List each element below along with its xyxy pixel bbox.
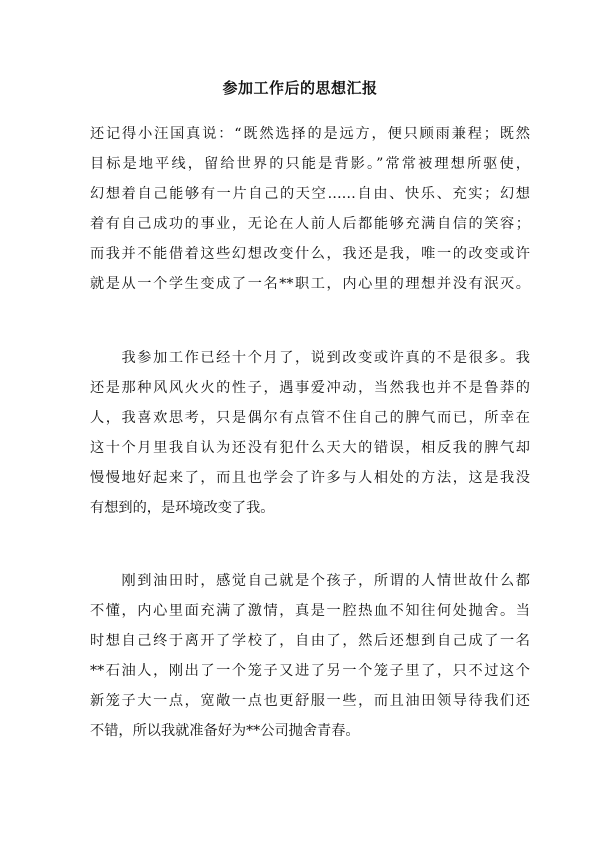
text-line: 还记得小汪国真说：“既然选择的是远方，便只顾雨兼程；既然 <box>90 126 530 142</box>
paragraph-3 <box>90 566 530 746</box>
paragraph-1 <box>90 119 530 299</box>
text-line: 有想到的，是环境改变了我。 <box>90 500 275 516</box>
text-line: 不懂，内心里面充满了激情，真是一腔热血不知往何处抛舍。当 <box>90 603 530 619</box>
text-line: 这十个月里我自认为还没有犯什么天大的错误，相反我的脾气却 <box>90 440 530 456</box>
text-line: **石油人，刚出了一个笼子又进了另一个笼子里了，只不过这个 <box>90 663 530 679</box>
text-line: 就是从一个学生变成了一名**职工，内心里的理想并没有泯灭。 <box>90 276 530 292</box>
text-line: 新笼子大一点，宽敞一点也更舒服一些，而且油田领导待我们还 <box>90 693 530 709</box>
text-line: 时想自己终于离开了学校了，自由了，然后还想到自己成了一名 <box>90 633 530 649</box>
text-line: 着有自己成功的事业，无论在人前人后都能够充满自信的笑容； <box>90 216 530 232</box>
text-line: 不错，所以我就准备好为**公司抛舍青春。 <box>90 723 360 739</box>
text-line: 而我并不能借着这些幻想改变什么，我还是我，唯一的改变或许 <box>90 246 530 262</box>
text-line: 幻想着自己能够有一片自己的天空……自由、快乐、充实；幻想 <box>90 186 530 202</box>
text-line: 目标是地平线，留给世界的只能是背影。”常常被理想所驱使， <box>90 156 530 172</box>
text-line: 刚到油田时，感觉自己就是个孩子，所谓的人情世故什么都 <box>90 573 530 589</box>
text-line: 慢慢地好起来了，而且也学会了许多与人相处的方法，这是我没 <box>90 470 530 486</box>
document-title: 参加工作后的思想汇报 <box>222 79 378 97</box>
text-line: 我参加工作已经十个月了，说到改变或许真的不是很多。我 <box>90 350 530 366</box>
text-line: 还是那种风风火火的性子，遇事爱冲动，当然我也并不是鲁莽的 <box>90 380 530 396</box>
paragraph-2 <box>90 343 530 523</box>
text-line: 人，我喜欢思考，只是偶尔有点管不住自己的脾气而已，所幸在 <box>90 410 530 426</box>
